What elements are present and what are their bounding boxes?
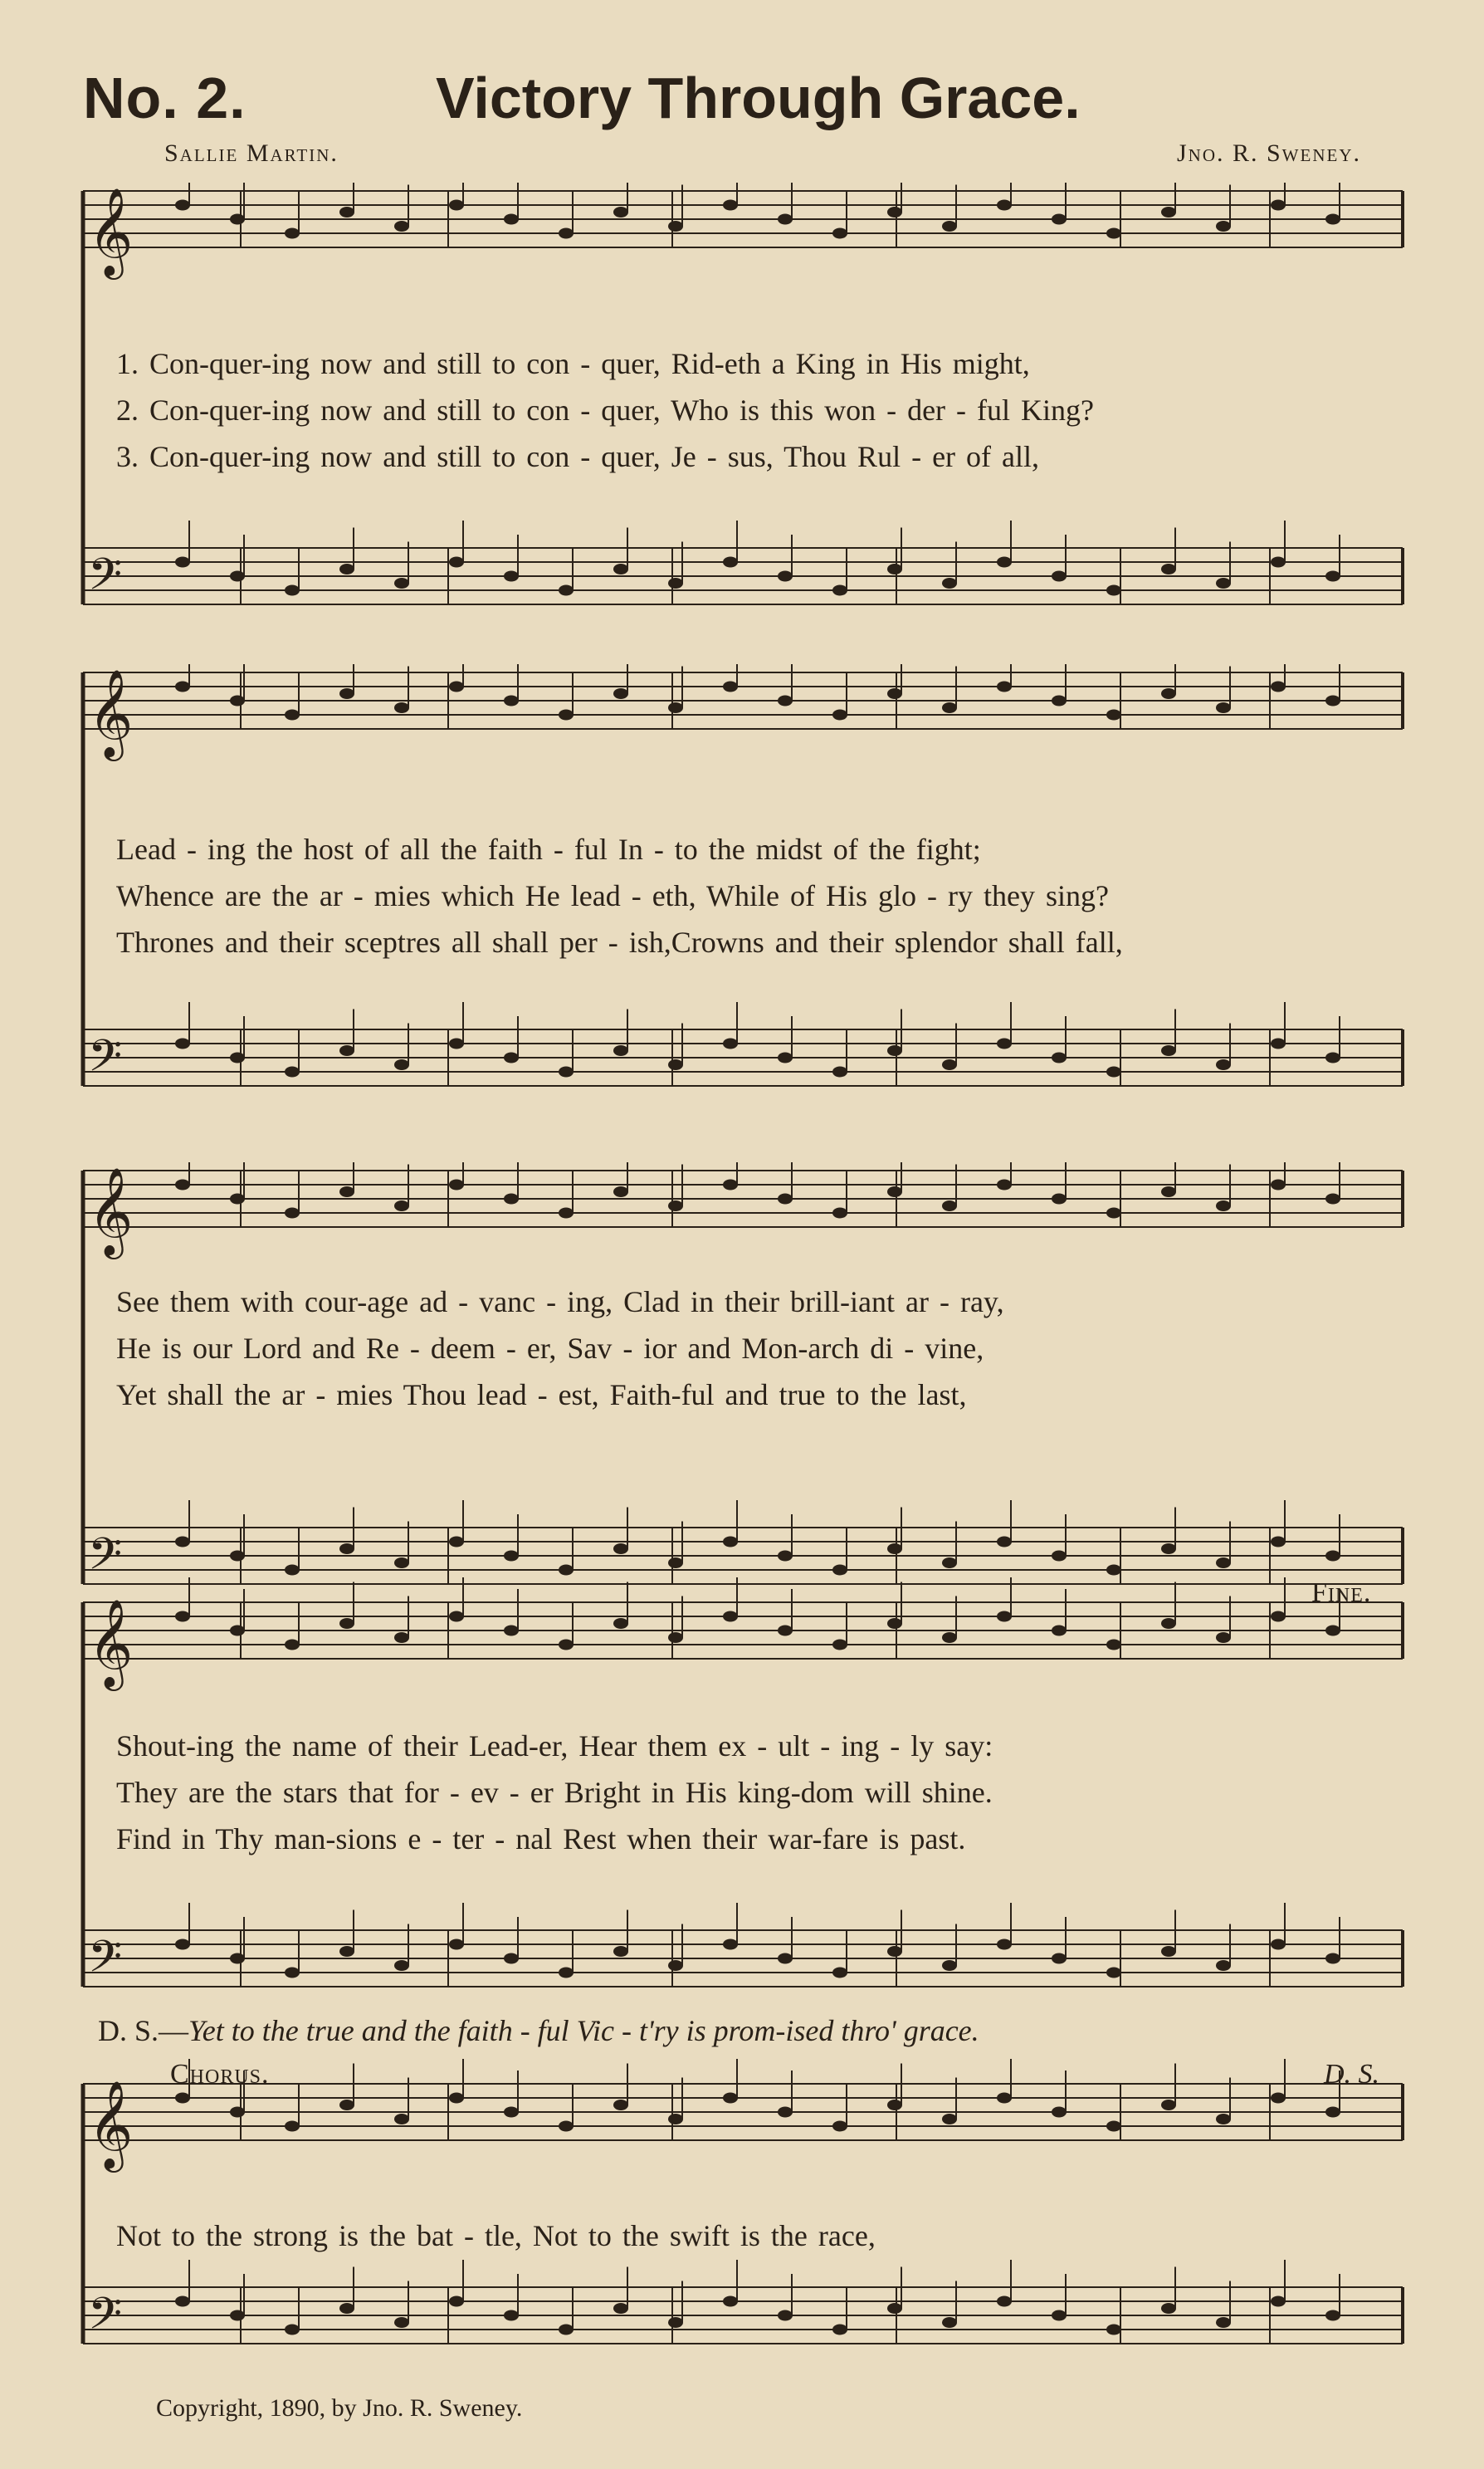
notehead-icon xyxy=(339,564,354,574)
notehead-icon xyxy=(723,2093,738,2104)
notehead-icon xyxy=(942,2114,957,2124)
lyric-line: Not to the strong is the bat - tle, Not to the swift is the race, xyxy=(116,2219,876,2252)
notehead-icon xyxy=(1052,1053,1067,1063)
notehead-icon xyxy=(285,1640,300,1650)
notehead-icon xyxy=(559,1640,574,1650)
notehead-icon xyxy=(504,1953,519,1964)
notehead-icon xyxy=(887,564,902,574)
lyrics-block-1 xyxy=(116,340,1411,480)
notehead-icon xyxy=(1161,1543,1176,1554)
notehead-icon xyxy=(1161,1186,1176,1197)
notehead-icon xyxy=(504,2107,519,2118)
notehead-icon xyxy=(1216,1632,1231,1643)
notehead-icon xyxy=(339,1618,354,1629)
notehead-icon xyxy=(504,2310,519,2321)
notehead-icon xyxy=(887,1543,902,1554)
notehead-icon xyxy=(997,1611,1012,1622)
notehead-icon xyxy=(997,2093,1012,2104)
notehead-icon xyxy=(1216,702,1231,713)
notehead-icon xyxy=(997,1039,1012,1049)
notehead-icon xyxy=(559,1565,574,1576)
notehead-icon xyxy=(942,1059,957,1070)
notehead-icon xyxy=(230,2107,245,2118)
notehead-icon xyxy=(832,1208,847,1219)
notehead-icon xyxy=(1325,1953,1340,1964)
notehead-icon xyxy=(1161,2100,1176,2110)
notehead-icon xyxy=(1325,696,1340,706)
notehead-icon xyxy=(1271,1180,1286,1190)
notehead-icon xyxy=(504,1053,519,1063)
notehead-icon xyxy=(887,1186,902,1197)
notehead-icon xyxy=(285,1565,300,1576)
notehead-icon xyxy=(1106,710,1121,721)
composer-credit: Jno. R. Sweney. xyxy=(1176,139,1361,167)
notehead-icon xyxy=(1052,2310,1067,2321)
notehead-icon xyxy=(1106,1067,1121,1078)
dal-segno-label: D. S.— xyxy=(98,2014,189,2047)
notehead-icon xyxy=(394,1557,409,1568)
notehead-icon xyxy=(230,1953,245,1964)
notehead-icon xyxy=(559,1968,574,1978)
notehead-icon xyxy=(230,2310,245,2321)
notehead-icon xyxy=(887,2100,902,2110)
copyright-notice: Copyright, 1890, by Jno. R. Sweney. xyxy=(156,2394,523,2422)
notehead-icon xyxy=(613,1186,628,1197)
notehead-icon xyxy=(613,207,628,218)
notehead-icon xyxy=(1106,2325,1121,2335)
lyric-line: Thrones and their sceptres all shall per - ish,Crowns and their splendor shall fall, xyxy=(116,926,1123,959)
notehead-icon xyxy=(887,1618,902,1629)
notehead-icon xyxy=(942,1557,957,1568)
lyrics-block-3 xyxy=(116,1279,1411,1418)
notehead-icon xyxy=(394,1200,409,1211)
music-system-5 xyxy=(75,2059,1419,2383)
lyric-line: Whence are the ar - mies which He lead - eth, While of His glo - ry they sing? xyxy=(116,879,1109,912)
notehead-icon xyxy=(175,2296,190,2307)
notehead-icon xyxy=(832,1565,847,1576)
ds-marking: D. S. xyxy=(1324,2059,1380,2090)
notehead-icon xyxy=(285,2121,300,2132)
notehead-icon xyxy=(1271,2093,1286,2104)
notehead-icon xyxy=(559,1067,574,1078)
notehead-icon xyxy=(997,1537,1012,1547)
fine-marking: Fine. xyxy=(1311,1577,1372,1608)
notehead-icon xyxy=(723,1180,738,1190)
notehead-icon xyxy=(613,2100,628,2110)
notehead-icon xyxy=(449,1039,464,1049)
notehead-icon xyxy=(668,578,683,589)
music-system-3 xyxy=(75,1162,1419,1594)
notehead-icon xyxy=(1106,228,1121,239)
notehead-icon xyxy=(668,1200,683,1211)
notehead-icon xyxy=(1271,2296,1286,2307)
notehead-icon xyxy=(339,688,354,699)
notehead-icon xyxy=(723,682,738,692)
notehead-icon xyxy=(942,1632,957,1643)
notehead-icon xyxy=(230,696,245,706)
notehead-icon xyxy=(175,682,190,692)
notehead-icon xyxy=(1216,1557,1231,1568)
notehead-icon xyxy=(1325,571,1340,582)
notehead-icon xyxy=(832,710,847,721)
notehead-icon xyxy=(668,2114,683,2124)
chorus-marking: Chorus. xyxy=(170,2059,270,2090)
notehead-icon xyxy=(285,710,300,721)
notehead-icon xyxy=(449,557,464,568)
notehead-icon xyxy=(1106,1640,1121,1650)
notehead-icon xyxy=(504,696,519,706)
notehead-icon xyxy=(175,557,190,568)
notehead-icon xyxy=(504,571,519,582)
notehead-icon xyxy=(1325,214,1340,225)
notehead-icon xyxy=(449,1180,464,1190)
notehead-icon xyxy=(613,2303,628,2314)
notehead-icon xyxy=(1106,585,1121,596)
notehead-icon xyxy=(449,2093,464,2104)
notehead-icon xyxy=(230,214,245,225)
music-system-2 xyxy=(75,664,1419,1129)
notehead-icon xyxy=(285,228,300,239)
notehead-icon xyxy=(997,682,1012,692)
notehead-icon xyxy=(449,2296,464,2307)
music-system-1 xyxy=(75,183,1419,623)
music-system-4 xyxy=(75,1577,1419,2009)
notehead-icon xyxy=(1325,1626,1340,1636)
notehead-icon xyxy=(339,207,354,218)
notehead-icon xyxy=(832,2325,847,2335)
notehead-icon xyxy=(613,1045,628,1056)
lyrics-block-2 xyxy=(116,826,1411,966)
notehead-icon xyxy=(1325,1194,1340,1205)
notehead-icon xyxy=(449,1611,464,1622)
notehead-icon xyxy=(449,682,464,692)
hymn-number: No. 2. xyxy=(83,66,247,130)
notehead-icon xyxy=(394,221,409,232)
notehead-icon xyxy=(449,1537,464,1547)
notehead-icon xyxy=(285,1208,300,1219)
lyricist-credit: Sallie Martin. xyxy=(164,139,339,167)
notehead-icon xyxy=(997,1939,1012,1950)
notehead-icon xyxy=(997,2296,1012,2307)
notehead-icon xyxy=(778,1551,793,1562)
notehead-icon xyxy=(559,710,574,721)
hymn-title: Victory Through Grace. xyxy=(436,66,1081,130)
notehead-icon xyxy=(723,1939,738,1950)
bass-clef-icon: 𝄢 xyxy=(88,550,123,611)
notehead-icon xyxy=(1161,1946,1176,1957)
notehead-icon xyxy=(1216,578,1231,589)
notehead-icon xyxy=(230,1626,245,1636)
lyric-line: Lead - ing the host of all the faith - ful In - to the midst of the fight; xyxy=(116,833,981,866)
notehead-icon xyxy=(339,1186,354,1197)
notehead-icon xyxy=(832,1067,847,1078)
notehead-icon xyxy=(230,1194,245,1205)
notehead-icon xyxy=(559,2121,574,2132)
notehead-icon xyxy=(1216,1960,1231,1971)
notehead-icon xyxy=(778,571,793,582)
notehead-icon xyxy=(394,1960,409,1971)
notehead-icon xyxy=(1161,1618,1176,1629)
notehead-icon xyxy=(832,2121,847,2132)
lyric-line: See them with cour-age ad - vanc - ing, Clad in their brill-iant ar - ray, xyxy=(116,1285,1004,1318)
notehead-icon xyxy=(942,1960,957,1971)
lyric-line: 2. Con-quer-ing now and still to con - quer, Who is this won - der - ful King? xyxy=(116,394,1094,427)
notehead-icon xyxy=(1271,200,1286,211)
notehead-icon xyxy=(1161,2303,1176,2314)
notehead-icon xyxy=(778,2107,793,2118)
notehead-icon xyxy=(1216,2317,1231,2328)
notehead-icon xyxy=(394,1059,409,1070)
notehead-icon xyxy=(339,2100,354,2110)
notehead-icon xyxy=(778,214,793,225)
notehead-icon xyxy=(559,585,574,596)
notehead-icon xyxy=(887,1946,902,1957)
dal-segno-text: Yet to the true and the faith - ful Vic - t'ry is prom-ised thro' grace. xyxy=(188,2014,979,2047)
notehead-icon xyxy=(1216,1059,1231,1070)
notehead-icon xyxy=(1052,571,1067,582)
notehead-icon xyxy=(942,1200,957,1211)
notehead-icon xyxy=(1325,1053,1340,1063)
notehead-icon xyxy=(723,1039,738,1049)
notehead-icon xyxy=(339,1045,354,1056)
lyric-line: 3. Con-quer-ing now and still to con - quer, Je - sus, Thou Rul - er of all, xyxy=(116,440,1039,473)
notehead-icon xyxy=(997,200,1012,211)
bass-clef-icon: 𝄢 xyxy=(88,2289,123,2350)
notehead-icon xyxy=(1106,1208,1121,1219)
notehead-icon xyxy=(175,1939,190,1950)
notehead-icon xyxy=(613,1946,628,1957)
notehead-icon xyxy=(1161,564,1176,574)
notehead-icon xyxy=(778,1953,793,1964)
notehead-icon xyxy=(668,1557,683,1568)
bass-clef-icon: 𝄢 xyxy=(88,1932,123,1993)
notehead-icon xyxy=(1052,1953,1067,1964)
notehead-icon xyxy=(668,702,683,713)
notehead-icon xyxy=(394,2317,409,2328)
notehead-icon xyxy=(230,1551,245,1562)
notehead-icon xyxy=(394,578,409,589)
notehead-icon xyxy=(832,1968,847,1978)
notehead-icon xyxy=(723,557,738,568)
bass-clef-icon: 𝄢 xyxy=(88,1031,123,1093)
lyrics-block-4 xyxy=(116,1723,1411,1862)
notehead-icon xyxy=(887,2303,902,2314)
notehead-icon xyxy=(997,1180,1012,1190)
notehead-icon xyxy=(778,1053,793,1063)
notehead-icon xyxy=(887,207,902,218)
notehead-icon xyxy=(1216,1200,1231,1211)
notehead-icon xyxy=(1216,221,1231,232)
treble-clef-icon: 𝄞 xyxy=(88,1598,134,1687)
treble-clef-icon: 𝄞 xyxy=(88,2080,134,2168)
notehead-icon xyxy=(175,200,190,211)
notehead-icon xyxy=(559,228,574,239)
notehead-icon xyxy=(668,221,683,232)
notehead-icon xyxy=(285,1968,300,1978)
lyric-line: He is our Lord and Re - deem - er, Sav - ior and Mon-arch di - vine, xyxy=(116,1332,984,1365)
notehead-icon xyxy=(285,585,300,596)
notehead-icon xyxy=(778,696,793,706)
notehead-icon xyxy=(559,1208,574,1219)
notehead-icon xyxy=(1106,1565,1121,1576)
lyric-line: Yet shall the ar - mies Thou lead - est, Faith-ful and true to the last, xyxy=(116,1378,967,1411)
lyric-line: 1. Con-quer-ing now and still to con - quer, Rid-eth a King in His might, xyxy=(116,347,1030,380)
notehead-icon xyxy=(504,1626,519,1636)
notehead-icon xyxy=(1271,1939,1286,1950)
treble-clef-icon: 𝄞 xyxy=(88,668,134,757)
notehead-icon xyxy=(1052,696,1067,706)
lyrics-block-5 xyxy=(116,2212,1411,2259)
notehead-icon xyxy=(394,2114,409,2124)
notehead-icon xyxy=(668,1960,683,1971)
notehead-icon xyxy=(778,1194,793,1205)
notehead-icon xyxy=(942,702,957,713)
notehead-icon xyxy=(1052,1551,1067,1562)
notehead-icon xyxy=(668,2317,683,2328)
notehead-icon xyxy=(1106,2121,1121,2132)
notehead-icon xyxy=(613,1618,628,1629)
notehead-icon xyxy=(230,571,245,582)
notehead-icon xyxy=(285,2325,300,2335)
notehead-icon xyxy=(942,2317,957,2328)
notehead-icon xyxy=(613,564,628,574)
notehead-icon xyxy=(394,702,409,713)
notehead-icon xyxy=(1052,1194,1067,1205)
treble-clef-icon: 𝄞 xyxy=(88,187,134,276)
lyric-line: They are the stars that for - ev - er Bright in His king-dom will shine. xyxy=(116,1776,993,1809)
notehead-icon xyxy=(1161,688,1176,699)
notehead-icon xyxy=(175,2093,190,2104)
notehead-icon xyxy=(778,2310,793,2321)
notehead-icon xyxy=(175,1537,190,1547)
notehead-icon xyxy=(1325,2107,1340,2118)
notehead-icon xyxy=(230,1053,245,1063)
notehead-icon xyxy=(1271,682,1286,692)
notehead-icon xyxy=(504,214,519,225)
notehead-icon xyxy=(1325,1551,1340,1562)
notehead-icon xyxy=(1052,214,1067,225)
notehead-icon xyxy=(1271,1611,1286,1622)
notehead-icon xyxy=(1216,2114,1231,2124)
notehead-icon xyxy=(175,1180,190,1190)
notehead-icon xyxy=(613,688,628,699)
notehead-icon xyxy=(1271,1537,1286,1547)
notehead-icon xyxy=(339,1946,354,1957)
notehead-icon xyxy=(832,585,847,596)
notehead-icon xyxy=(887,1045,902,1056)
notehead-icon xyxy=(942,221,957,232)
notehead-icon xyxy=(449,1939,464,1950)
notehead-icon xyxy=(504,1551,519,1562)
notehead-icon xyxy=(668,1632,683,1643)
treble-clef-icon: 𝄞 xyxy=(88,1166,134,1255)
notehead-icon xyxy=(394,1632,409,1643)
notehead-icon xyxy=(175,1611,190,1622)
notehead-icon xyxy=(887,688,902,699)
notehead-icon xyxy=(1052,1626,1067,1636)
notehead-icon xyxy=(1271,557,1286,568)
notehead-icon xyxy=(613,1543,628,1554)
bass-clef-icon: 𝄢 xyxy=(88,1529,123,1591)
notehead-icon xyxy=(1325,2310,1340,2321)
notehead-icon xyxy=(339,2303,354,2314)
dal-segno-line xyxy=(98,2013,979,2048)
notehead-icon xyxy=(1161,207,1176,218)
lyric-line: Shout-ing the name of their Lead-er, Hear them ex - ult - ing - ly say: xyxy=(116,1729,993,1763)
notehead-icon xyxy=(723,200,738,211)
notehead-icon xyxy=(668,1059,683,1070)
notehead-icon xyxy=(449,200,464,211)
notehead-icon xyxy=(997,557,1012,568)
notehead-icon xyxy=(832,1640,847,1650)
notehead-icon xyxy=(559,2325,574,2335)
notehead-icon xyxy=(832,228,847,239)
notehead-icon xyxy=(1106,1968,1121,1978)
notehead-icon xyxy=(723,2296,738,2307)
notehead-icon xyxy=(723,1611,738,1622)
notehead-icon xyxy=(175,1039,190,1049)
notehead-icon xyxy=(942,578,957,589)
notehead-icon xyxy=(778,1626,793,1636)
notehead-icon xyxy=(723,1537,738,1547)
notehead-icon xyxy=(1161,1045,1176,1056)
notehead-icon xyxy=(1271,1039,1286,1049)
notehead-icon xyxy=(285,1067,300,1078)
notehead-icon xyxy=(339,1543,354,1554)
notehead-icon xyxy=(504,1194,519,1205)
lyric-line: Find in Thy man-sions e - ter - nal Rest when their war-fare is past. xyxy=(116,1822,966,1855)
notehead-icon xyxy=(1052,2107,1067,2118)
